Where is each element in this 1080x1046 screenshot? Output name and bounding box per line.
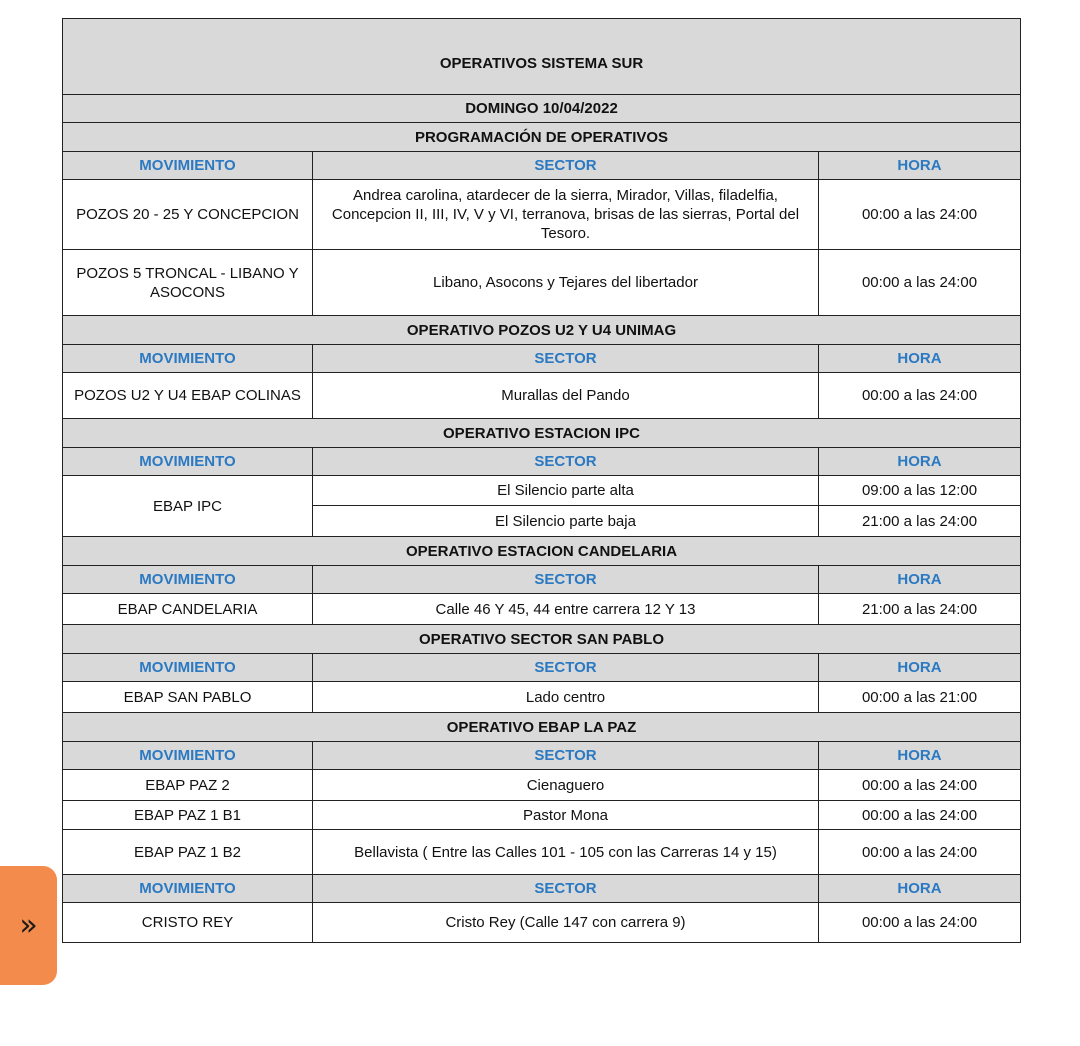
sector-cell: Andrea carolina, atardecer de la sierra, Mirador, Villas, filadelfia, Concepcion II, III, IV, V y VI, terranova, brisas de las sierras, Portal del Tesoro. [313,180,819,250]
section-title: PROGRAMACIÓN DE OPERATIVOS [63,123,1021,152]
double-chevron-right-icon: » [19,907,38,943]
hora-cell: 09:00 a las 12:00 [819,476,1021,506]
operativos-table [62,18,1021,943]
column-header-sector: SECTOR [313,875,819,903]
table-row [63,373,1021,419]
hora-cell: 00:00 a las 24:00 [819,903,1021,943]
column-header-sector: SECTOR [313,654,819,682]
hora-cell: 00:00 a las 24:00 [819,373,1021,419]
table-row [63,801,1021,830]
table-row [63,180,1021,250]
table-row [63,903,1021,943]
sector-cell: Libano, Asocons y Tejares del libertador [313,250,819,316]
column-header-sector: SECTOR [313,448,819,476]
hora-cell: 21:00 a las 24:00 [819,506,1021,537]
sector-cell: Pastor Mona [313,801,819,830]
movimiento-cell: EBAP IPC [63,476,313,537]
hora-cell: 21:00 a las 24:00 [819,594,1021,625]
table-row [63,250,1021,316]
sector-cell: Lado centro [313,682,819,713]
column-header-sector: SECTOR [313,345,819,373]
column-header-movimiento: MOVIMIENTO [63,654,313,682]
page-title: OPERATIVOS SISTEMA SUR [63,19,1021,95]
section-title: OPERATIVO ESTACION CANDELARIA [63,537,1021,566]
column-header-movimiento: MOVIMIENTO [63,566,313,594]
sector-cell: Bellavista ( Entre las Calles 101 - 105 con las Carreras 14 y 15) [313,830,819,875]
column-header-movimiento: MOVIMIENTO [63,742,313,770]
table-row [63,682,1021,713]
date-label: DOMINGO 10/04/2022 [63,95,1021,123]
sector-cell: Cienaguero [313,770,819,801]
table-row [63,830,1021,875]
sector-cell: El Silencio parte baja [313,506,819,537]
movimiento-cell: EBAP SAN PABLO [63,682,313,713]
column-header-hora: HORA [819,742,1021,770]
hora-cell: 00:00 a las 21:00 [819,682,1021,713]
sector-cell: Cristo Rey (Calle 147 con carrera 9) [313,903,819,943]
column-header-sector: SECTOR [313,152,819,180]
column-header-movimiento: MOVIMIENTO [63,152,313,180]
column-header-hora: HORA [819,448,1021,476]
table-row [63,770,1021,801]
hora-cell: 00:00 a las 24:00 [819,801,1021,830]
column-header-movimiento: MOVIMIENTO [63,448,313,476]
table-row [63,476,1021,506]
hora-cell: 00:00 a las 24:00 [819,830,1021,875]
column-header-movimiento: MOVIMIENTO [63,875,313,903]
movimiento-cell: EBAP PAZ 1 B1 [63,801,313,830]
movimiento-cell: POZOS U2 Y U4 EBAP COLINAS [63,373,313,419]
expand-sidebar-button[interactable] [0,866,57,985]
table-row [63,594,1021,625]
movimiento-cell: POZOS 20 - 25 Y CONCEPCION [63,180,313,250]
column-header-hora: HORA [819,566,1021,594]
hora-cell: 00:00 a las 24:00 [819,180,1021,250]
movimiento-cell: POZOS 5 TRONCAL - LIBANO Y ASOCONS [63,250,313,316]
column-header-hora: HORA [819,875,1021,903]
column-header-hora: HORA [819,345,1021,373]
movimiento-cell: EBAP PAZ 2 [63,770,313,801]
hora-cell: 00:00 a las 24:00 [819,770,1021,801]
column-header-hora: HORA [819,654,1021,682]
section-title: OPERATIVO EBAP LA PAZ [63,713,1021,742]
movimiento-cell: CRISTO REY [63,903,313,943]
sector-cell: El Silencio parte alta [313,476,819,506]
section-title: OPERATIVO SECTOR SAN PABLO [63,625,1021,654]
column-header-sector: SECTOR [313,742,819,770]
sector-cell: Calle 46 Y 45, 44 entre carrera 12 Y 13 [313,594,819,625]
section-title: OPERATIVO POZOS U2 Y U4 UNIMAG [63,316,1021,345]
movimiento-cell: EBAP CANDELARIA [63,594,313,625]
movimiento-cell: EBAP PAZ 1 B2 [63,830,313,875]
column-header-movimiento: MOVIMIENTO [63,345,313,373]
sector-cell: Murallas del Pando [313,373,819,419]
section-title: OPERATIVO ESTACION IPC [63,419,1021,448]
column-header-hora: HORA [819,152,1021,180]
column-header-sector: SECTOR [313,566,819,594]
hora-cell: 00:00 a las 24:00 [819,250,1021,316]
